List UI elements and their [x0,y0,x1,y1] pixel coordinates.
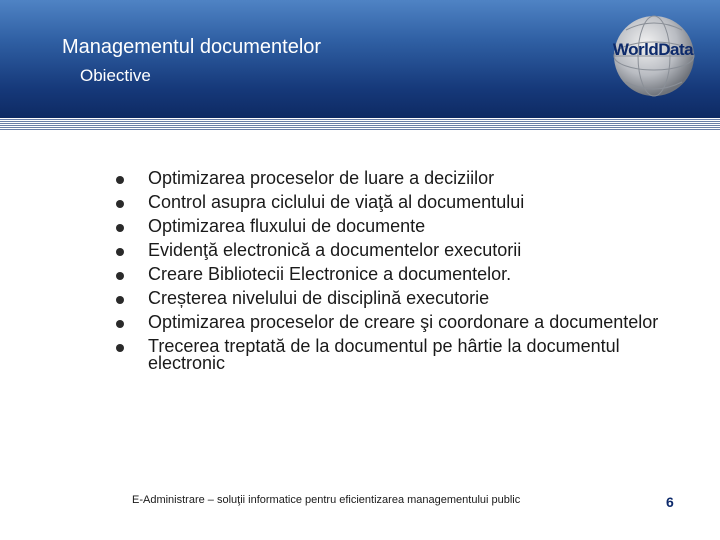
bullet-icon [116,176,124,184]
list-item-text: Control asupra ciclului de viaţă al documentului [148,192,525,212]
list-item [116,290,686,307]
page-number: 6 [666,494,674,510]
bullet-icon [116,344,124,352]
list-item-text: Creare Bibliotecii Electronice a documentelor. [148,264,512,284]
list-item [116,314,686,331]
bullet-icon [116,224,124,232]
slide-title: Managementul documentelor [62,36,322,58]
list-item [116,266,686,283]
bullet-icon [116,200,124,208]
list-item [116,338,686,372]
objectives-list [116,170,686,379]
list-item-text: Creșterea nivelului de disciplină executorie [148,288,490,308]
list-item [116,170,686,187]
list-item-text: Evidenţă electronică a documentelor executorii [148,240,522,260]
list-item-text: Optimizarea proceselor de creare şi coordonare a documentelor [148,312,659,332]
bullet-icon [116,272,124,280]
slide-footer: E-Administrare – soluţii informatice pentru eficientizarea managementului public [132,494,521,506]
list-item [116,242,686,259]
logo-wordmark: WorldData [612,40,694,59]
list-item-text: Optimizarea proceselor de luare a deciziilor [148,168,495,188]
bullet-icon [116,320,124,328]
list-item [116,218,686,235]
slide-header [0,0,720,118]
bullet-icon [116,248,124,256]
bullet-icon [116,296,124,304]
list-item [116,194,686,211]
header-divider [0,118,720,130]
list-item-text: Optimizarea fluxului de documente [148,216,426,236]
slide-subtitle: Obiective [80,66,151,85]
list-item-text: Trecerea treptată de la documentul pe hârtie la documentul electronic [148,336,620,373]
